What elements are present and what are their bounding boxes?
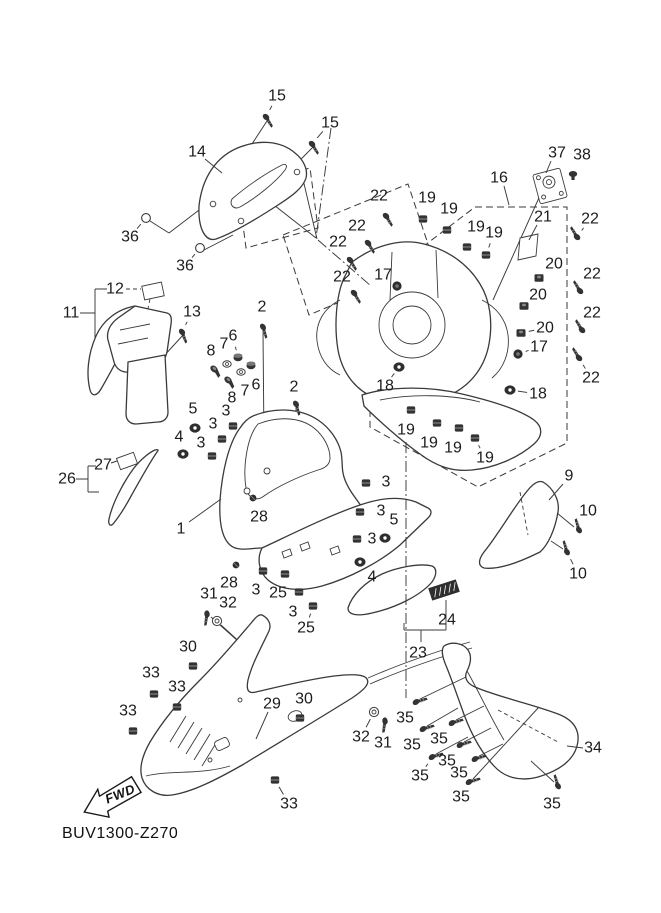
leader-line (583, 365, 585, 369)
part-23-side-cover (348, 565, 459, 615)
clip-fastener-icon (196, 244, 205, 253)
part-label-25: 25 (297, 619, 315, 637)
part-label-30: 30 (179, 638, 197, 656)
screw-fastener-icon (260, 113, 276, 128)
part-label-22: 22 (348, 217, 366, 235)
part-label-23: 23 (409, 644, 427, 662)
part-label-17: 17 (374, 266, 392, 284)
part-label-20: 20 (536, 319, 554, 337)
part-label-19: 19 (467, 218, 485, 236)
diagram-code: BUV1300-Z270 (62, 825, 179, 842)
ring-fastener-icon (369, 707, 378, 716)
grommet-fastener-icon (271, 776, 279, 783)
part-label-32: 32 (352, 728, 370, 746)
part-label-2: 2 (289, 378, 299, 396)
part-label-14: 14 (188, 143, 206, 161)
part-label-19: 19 (440, 200, 458, 218)
part-label-35: 35 (543, 795, 561, 813)
rivet-fastener-icon (250, 495, 257, 502)
grommet-fastener-icon (482, 251, 490, 258)
part-label-6: 6 (251, 376, 261, 394)
screw-fastener-icon (569, 347, 585, 362)
part-label-31: 31 (374, 734, 392, 752)
part-label-8: 8 (206, 342, 216, 360)
part-label-3: 3 (288, 603, 298, 621)
part-label-3: 3 (376, 502, 386, 520)
leader-line (557, 513, 574, 527)
screw-fastener-icon (549, 774, 564, 790)
part-label-9: 9 (564, 467, 574, 485)
nut-fastener-icon (517, 329, 526, 337)
grommet-fastener-icon (353, 535, 361, 542)
damper-fastener-icon (394, 362, 405, 371)
leader-line (518, 391, 527, 392)
washer-fastener-icon (223, 361, 231, 367)
screw-fastener-icon (570, 280, 586, 295)
grommet-fastener-icon (362, 479, 370, 486)
screw-fastener-icon (572, 319, 588, 334)
part-label-18: 18 (376, 377, 394, 395)
grommet-fastener-icon (173, 703, 181, 710)
screw-fastener-icon (202, 610, 212, 626)
grommet-fastener-icon (471, 434, 479, 441)
part-label-22: 22 (333, 268, 351, 286)
part-label-18: 18 (529, 385, 547, 403)
part-label-28: 28 (220, 574, 238, 592)
screw-fastener-icon (567, 226, 583, 241)
damper-fastener-icon (505, 385, 516, 394)
grommet-fastener-icon (189, 662, 197, 669)
part-label-7: 7 (219, 335, 229, 353)
part-label-10: 10 (579, 502, 597, 520)
damper-fastener-icon (380, 533, 391, 542)
part-label-35: 35 (438, 752, 456, 770)
part-34-lower-side-cover (442, 643, 578, 779)
part-label-12: 12 (106, 280, 124, 298)
part-label-11: 11 (62, 304, 80, 322)
yamaha-emblem-24 (429, 580, 459, 600)
nut-fastener-icon (535, 274, 544, 282)
part-label-37: 37 (548, 144, 566, 162)
leader-line (504, 186, 509, 205)
part-label-19: 19 (485, 224, 503, 242)
grommet-fastener-icon (356, 508, 364, 515)
mushroom-fastener-icon (569, 171, 577, 180)
leader-line (529, 330, 534, 331)
part-label-3: 3 (221, 402, 231, 420)
part-9-side-panel (480, 481, 559, 568)
grommet-fastener-icon (419, 215, 427, 222)
part-label-5: 5 (389, 511, 399, 529)
ring-fastener-icon (212, 616, 221, 625)
part-label-26: 26 (58, 470, 76, 488)
screw-fastener-icon (380, 212, 396, 227)
part-label-5: 5 (188, 400, 198, 418)
grommet-fastener-icon (150, 690, 158, 697)
part-label-20: 20 (529, 286, 547, 304)
screw-fastener-icon (306, 140, 322, 155)
part-label-33: 33 (280, 795, 298, 813)
part-label-13: 13 (183, 303, 201, 321)
leader-line (270, 106, 272, 110)
part-label-10: 10 (569, 565, 587, 583)
leader-line (186, 322, 188, 325)
grommet-fastener-icon (443, 226, 451, 233)
screw-fastener-icon (412, 693, 428, 708)
part-label-19: 19 (444, 439, 462, 457)
part-label-32: 32 (219, 594, 237, 612)
part-label-22: 22 (583, 265, 601, 283)
part-label-2: 2 (257, 298, 267, 316)
part-label-38: 38 (573, 146, 591, 164)
damper-fastener-icon (355, 557, 366, 566)
leader-line (189, 499, 221, 522)
screw-fastener-icon (257, 323, 272, 339)
leader-line (571, 559, 574, 564)
grommet-fastener-icon (259, 567, 267, 574)
part-21-sticker (518, 234, 538, 260)
bolt-fastener-icon (222, 375, 236, 389)
grommet-fastener-icon (407, 406, 415, 413)
part-14-upper-cover (199, 142, 307, 239)
grommet-fastener-icon (281, 570, 289, 577)
leader-line (366, 719, 370, 727)
part-label-16: 16 (490, 169, 508, 187)
part-label-25: 25 (269, 584, 287, 602)
fwd-arrow (78, 775, 145, 825)
leader-line (526, 350, 529, 351)
part-label-3: 3 (196, 434, 206, 452)
grommet-fastener-icon (433, 419, 441, 426)
grommet-fastener-icon (309, 602, 317, 609)
fwd-label: FWD (102, 781, 138, 807)
part-label-3: 3 (367, 530, 377, 548)
grommet-fastener-icon (129, 727, 137, 734)
screw-fastener-icon (176, 328, 191, 344)
clip-fastener-icon (142, 214, 151, 223)
part-label-35: 35 (411, 767, 429, 785)
grommet-fastener-icon (463, 243, 471, 250)
part-label-36: 36 (121, 228, 139, 246)
leader-line (426, 764, 428, 767)
part-label-29: 29 (263, 695, 281, 713)
grommet-fastener-icon (208, 452, 216, 459)
part-label-19: 19 (418, 189, 436, 207)
part-label-1: 1 (176, 520, 186, 538)
part-label-24: 24 (438, 611, 456, 629)
part-label-34: 34 (584, 739, 602, 757)
nutdark-fastener-icon (392, 281, 401, 290)
part-label-15: 15 (321, 114, 339, 132)
part-37-lamp-unit (533, 168, 568, 204)
part-label-15: 15 (268, 87, 286, 105)
part-label-35: 35 (430, 730, 448, 748)
screw-fastener-icon (448, 714, 464, 729)
part-12-sticker (142, 282, 164, 300)
part-label-20: 20 (545, 255, 563, 273)
part-label-22: 22 (329, 233, 347, 251)
nutdark-fastener-icon (513, 349, 522, 358)
part-label-22: 22 (583, 304, 601, 322)
damper-fastener-icon (190, 423, 201, 432)
screw-fastener-icon (380, 717, 390, 733)
part-11-inner-panel (88, 282, 171, 424)
screw-fastener-icon (456, 736, 472, 751)
grommet-fastener-icon (295, 588, 303, 595)
bolt-fastener-icon (208, 364, 222, 378)
part-label-33: 33 (142, 664, 160, 682)
part-label-35: 35 (396, 709, 414, 727)
part-label-22: 22 (370, 187, 388, 205)
grommet-fastener-icon (296, 714, 304, 721)
part-label-35: 35 (452, 788, 470, 806)
part-label-35: 35 (403, 736, 421, 754)
part-label-8: 8 (227, 389, 237, 407)
capnut-fastener-icon (234, 354, 243, 362)
leader-line (489, 243, 491, 247)
part-label-28: 28 (250, 508, 268, 526)
part-label-7: 7 (240, 382, 250, 400)
part-label-4: 4 (174, 428, 184, 446)
grommet-fastener-icon (455, 424, 463, 431)
grommet-fastener-icon (229, 422, 237, 429)
part-label-19: 19 (397, 421, 415, 439)
leader-line (309, 614, 310, 618)
part-label-31: 31 (200, 585, 218, 603)
nut-fastener-icon (520, 302, 529, 310)
part-label-35: 35 (450, 764, 468, 782)
part-label-19: 19 (420, 434, 438, 452)
leader-line (582, 228, 584, 231)
part-label-17: 17 (530, 338, 548, 356)
rivet-fastener-icon (233, 562, 240, 569)
part-label-33: 33 (119, 702, 137, 720)
leader-line (551, 541, 563, 549)
part-label-27: 27 (94, 456, 112, 474)
damper-fastener-icon (178, 449, 189, 458)
capnut-fastener-icon (247, 362, 256, 370)
screw-fastener-icon (558, 540, 573, 556)
part-label-3: 3 (251, 581, 261, 599)
part-label-22: 22 (582, 369, 600, 387)
part-label-3: 3 (381, 473, 391, 491)
washer-fastener-icon (237, 369, 245, 375)
part-label-30: 30 (295, 690, 313, 708)
part-label-3: 3 (208, 415, 218, 433)
part-label-22: 22 (581, 210, 599, 228)
leader-line (235, 347, 236, 350)
part-label-19: 19 (476, 449, 494, 467)
leader-line (279, 787, 283, 795)
part-label-4: 4 (367, 568, 377, 586)
leader-line (317, 131, 323, 138)
part-label-33: 33 (168, 678, 186, 696)
grommet-fastener-icon (218, 435, 226, 442)
part-label-6: 6 (228, 327, 238, 345)
part-label-36: 36 (176, 257, 194, 275)
part-label-21: 21 (534, 208, 552, 226)
